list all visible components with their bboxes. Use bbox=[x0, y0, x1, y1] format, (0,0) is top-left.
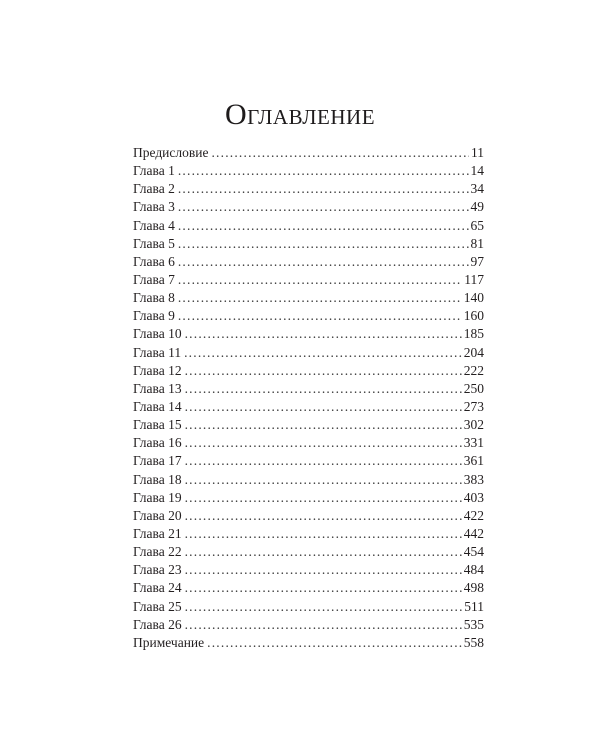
toc-entry-label: Глава 3 bbox=[133, 199, 175, 215]
dot-leader bbox=[185, 434, 462, 452]
toc-entry-page: 422 bbox=[463, 507, 484, 523]
toc-entry bbox=[133, 380, 484, 398]
dot-leader bbox=[185, 579, 462, 597]
toc-entry bbox=[133, 253, 484, 271]
toc-entry-page: 11 bbox=[471, 145, 484, 160]
toc-entry bbox=[133, 579, 484, 597]
toc-entry-page: 160 bbox=[463, 308, 484, 324]
toc-entry-label: Глава 25 bbox=[133, 598, 182, 614]
toc-entry-label: Глава 4 bbox=[133, 217, 175, 233]
toc-entry-page: 65 bbox=[470, 217, 484, 233]
toc-entry-page: 250 bbox=[463, 380, 484, 396]
toc-entry-page: 222 bbox=[463, 362, 484, 378]
dot-leader bbox=[185, 452, 462, 470]
toc-entry-page: 204 bbox=[463, 344, 484, 360]
dot-leader bbox=[185, 398, 462, 416]
dot-leader bbox=[185, 525, 462, 543]
toc-entry bbox=[133, 616, 484, 634]
dot-leader bbox=[178, 235, 469, 253]
toc-entry bbox=[133, 634, 484, 652]
toc-entry-page: 403 bbox=[463, 489, 484, 505]
dot-leader bbox=[185, 362, 462, 380]
dot-leader bbox=[184, 344, 462, 362]
toc-entry-page: 273 bbox=[463, 398, 484, 414]
toc-entry-label: Примечание bbox=[133, 634, 205, 650]
toc-entry bbox=[133, 325, 484, 343]
toc-entry-page: 454 bbox=[463, 544, 484, 560]
toc-entry-label: Глава 21 bbox=[133, 525, 182, 541]
toc-entry bbox=[133, 543, 484, 561]
toc-entry-label: Глава 20 bbox=[133, 507, 182, 523]
toc-entry-page: 117 bbox=[464, 271, 484, 287]
dot-leader bbox=[185, 561, 462, 579]
toc-entry bbox=[133, 162, 484, 180]
toc-entry-page: 185 bbox=[463, 326, 484, 342]
toc-entry-label: Глава 7 bbox=[133, 271, 175, 287]
dot-leader bbox=[207, 634, 462, 652]
toc-entry bbox=[133, 235, 484, 253]
dot-leader bbox=[178, 198, 469, 216]
toc-entry bbox=[133, 598, 484, 616]
toc-entry-label: Глава 17 bbox=[133, 453, 182, 469]
toc-entry-label: Глава 24 bbox=[133, 580, 182, 596]
toc-entry-page: 97 bbox=[470, 253, 484, 269]
toc-entry-label: Предисловие bbox=[133, 145, 209, 160]
toc-entry-label: Глава 23 bbox=[133, 562, 182, 578]
toc-entry-label: Глава 16 bbox=[133, 435, 182, 451]
toc-entry-page: 302 bbox=[463, 417, 484, 433]
toc-entry bbox=[133, 525, 484, 543]
toc-entry-label: Глава 2 bbox=[133, 181, 175, 197]
dot-leader bbox=[178, 180, 469, 198]
toc-entry-page: 140 bbox=[463, 290, 484, 306]
toc-entry-label: Глава 19 bbox=[133, 489, 182, 505]
toc-entry-page: 361 bbox=[463, 453, 484, 469]
toc-entry-label: Глава 14 bbox=[133, 398, 182, 414]
toc-entry bbox=[133, 271, 484, 289]
toc-entry-page: 49 bbox=[470, 199, 484, 215]
toc-entry bbox=[133, 344, 484, 362]
toc-entry-label: Глава 10 bbox=[133, 326, 182, 342]
toc-entry-page: 535 bbox=[463, 616, 484, 632]
dot-leader bbox=[185, 616, 462, 634]
toc-entry-page: 511 bbox=[464, 598, 484, 614]
toc-entry-page: 331 bbox=[463, 435, 484, 451]
dot-leader bbox=[178, 217, 469, 235]
toc-entry-label: Глава 1 bbox=[133, 163, 175, 179]
toc-entry bbox=[133, 307, 484, 325]
toc-entry bbox=[133, 217, 484, 235]
toc-entry bbox=[133, 416, 484, 434]
toc-entry-label: Глава 8 bbox=[133, 290, 175, 306]
toc-entry bbox=[133, 198, 484, 216]
toc-entry-label: Глава 15 bbox=[133, 417, 182, 433]
toc-entry-label: Глава 18 bbox=[133, 471, 182, 487]
toc-entry bbox=[133, 489, 484, 507]
toc-entry-label: Глава 22 bbox=[133, 544, 182, 560]
dot-leader bbox=[178, 271, 462, 289]
dot-leader bbox=[185, 598, 463, 616]
toc-entry-page: 34 bbox=[470, 181, 484, 197]
dot-leader bbox=[185, 325, 462, 343]
dot-leader bbox=[185, 380, 462, 398]
toc-entry-page: 383 bbox=[463, 471, 484, 487]
dot-leader bbox=[185, 507, 462, 525]
toc-entry bbox=[133, 289, 484, 307]
toc-entry-page: 558 bbox=[463, 634, 484, 650]
dot-leader bbox=[178, 162, 469, 180]
table-of-contents bbox=[133, 144, 484, 652]
toc-entry-page: 442 bbox=[463, 525, 484, 541]
toc-entry-label: Глава 5 bbox=[133, 235, 175, 251]
toc-entry-page: 498 bbox=[463, 580, 484, 596]
dot-leader bbox=[178, 289, 462, 307]
toc-entry-page: 81 bbox=[470, 235, 484, 251]
toc-entry bbox=[133, 180, 484, 198]
toc-entry-label: Глава 11 bbox=[133, 344, 182, 360]
toc-entry-label: Глава 6 bbox=[133, 253, 175, 269]
toc-entry bbox=[133, 471, 484, 489]
toc-entry-label: Глава 13 bbox=[133, 380, 182, 396]
toc-entry-label: Глава 12 bbox=[133, 362, 182, 378]
dot-leader bbox=[185, 489, 462, 507]
toc-entry bbox=[133, 144, 484, 162]
toc-entry-label: Глава 9 bbox=[133, 308, 175, 324]
toc-entry-label: Глава 26 bbox=[133, 616, 182, 632]
toc-entry bbox=[133, 561, 484, 579]
toc-entry bbox=[133, 398, 484, 416]
toc-entry-page: 484 bbox=[463, 562, 484, 578]
dot-leader bbox=[185, 471, 462, 489]
toc-title: Оглавление bbox=[224, 98, 376, 131]
dot-leader bbox=[185, 416, 462, 434]
toc-entry bbox=[133, 434, 484, 452]
dot-leader bbox=[211, 144, 469, 162]
dot-leader bbox=[185, 543, 462, 561]
dot-leader bbox=[178, 307, 462, 325]
toc-entry bbox=[133, 452, 484, 470]
toc-entry bbox=[133, 507, 484, 525]
toc-entry bbox=[133, 362, 484, 380]
dot-leader bbox=[178, 253, 469, 271]
toc-entry-page: 14 bbox=[470, 163, 484, 179]
